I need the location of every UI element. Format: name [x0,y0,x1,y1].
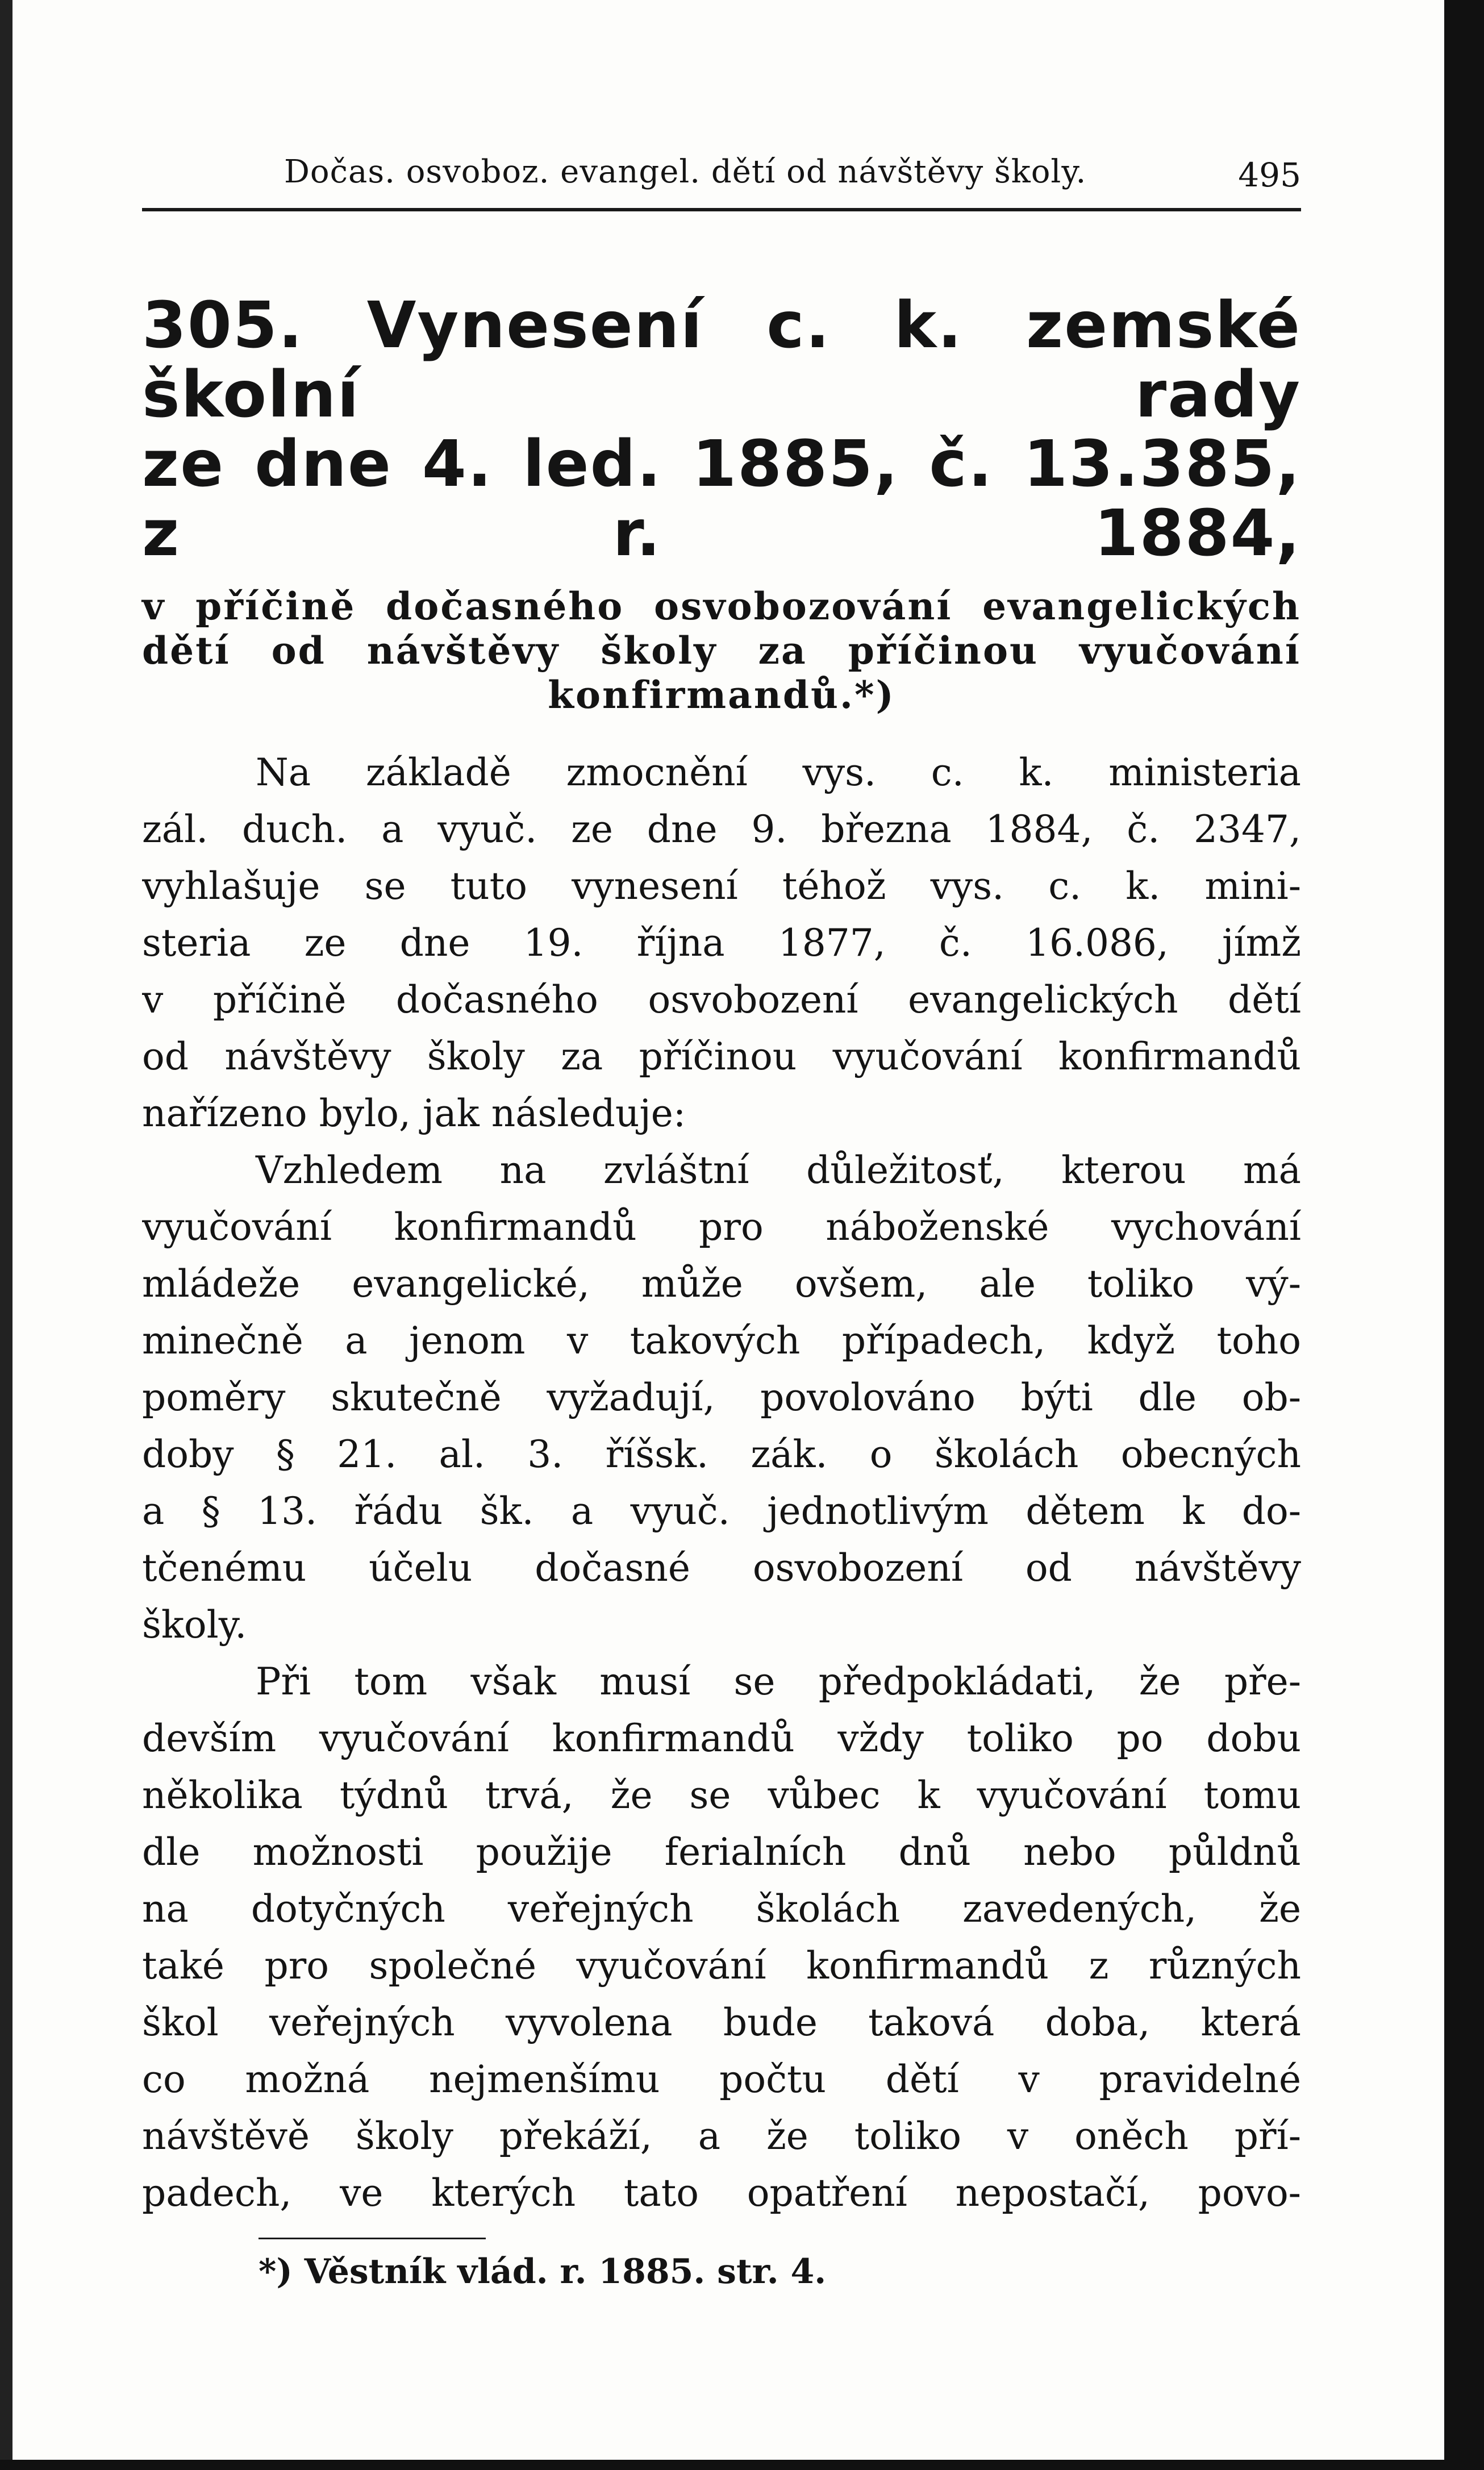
text-line: návštěvě školy překáží, a že toliko v oněch pří- [142,2114,1301,2158]
title-line: 305. Vynesení c. k. zemské školní rady [142,289,1301,432]
text-line: minečně a jenom v takových případech, když toho [142,1319,1301,1363]
text-line: devším vyučování konfirmandů vždy toliko po dobu [142,1717,1301,1760]
page-number: 495 [1238,156,1301,194]
text-line: školy. [142,1603,247,1647]
running-title: Dočas. osvoboz. evangel. dětí od návštěvy školy. [284,153,1087,190]
title-line: ze dne 4. led. 1885, č. 13.385, z r. 1884, [142,427,1301,570]
text-line: v příčině dočasného osvobození evangelických dětí [142,978,1301,1022]
document-title [142,291,1301,568]
text-line: doby § 21. al. 3. říšsk. zák. o školách obecných [142,1432,1301,1476]
body-text [142,744,1301,2222]
document-subtitle [142,584,1301,717]
scan-edge-bottom [0,2460,1484,2470]
text-line: na dotyčných veřejných školách zavedených, že [142,1887,1301,1931]
subtitle-line: dětí od návštěvy školy za příčinou vyučování [142,628,1301,673]
text-line: od návštěvy školy za příčinou vyučování konfirmandů [142,1035,1301,1078]
text-line: Na základě zmocnění vys. c. k. ministeria [256,751,1301,794]
text-line: poměry skutečně vyžadují, povolováno býti dle ob- [142,1376,1301,1419]
text-line: tčenému účelu dočasné osvobození od návštěvy [142,1546,1301,1590]
footnote: *) Věstník vlád. r. 1885. str. 4. [259,2252,827,2292]
page-content [142,142,1301,2292]
text-line: škol veřejných vyvolena bude taková doba, která [142,2001,1301,2044]
text-line: co možná nejmenšímu počtu dětí v pravidelné [142,2057,1301,2101]
text-line: vyučování konfirmandů pro náboženské vychování [142,1205,1301,1249]
text-line: dle možnosti použije ferialních dnů nebo půldnů [142,1830,1301,1874]
subtitle-line: konfirmandů.*) [548,673,895,717]
subtitle-line: v příčině dočasného osvobozování evangelických [142,584,1301,628]
text-line: také pro společné vyučování konfirmandů z různých [142,1944,1301,1988]
text-line: steria ze dne 19. října 1877, č. 16.086, jímž [142,921,1301,965]
scan-edge-right [1444,0,1484,2470]
footnote-rule [259,2238,486,2239]
text-line: a § 13. řádu šk. a vyuč. jednotlivým dětem k do- [142,1489,1301,1533]
text-line: nařízeno bylo, jak následuje: [142,1092,686,1135]
text-line: Při tom však musí se předpokládati, že pře- [256,1660,1301,1703]
text-line: zál. duch. a vyuč. ze dne 9. března 1884, č. 2347, [142,807,1301,851]
text-line: mládeže evangelické, může ovšem, ale toliko vý- [142,1262,1301,1306]
text-line: vyhlašuje se tuto vynesení téhož vys. c. k. mini- [142,864,1301,908]
scan-edge-left [0,0,12,2470]
header-rule [142,208,1301,211]
running-header [142,142,1301,193]
text-line: padech, ve kterých tato opatření nepostačí, povo- [142,2171,1301,2215]
text-line: Vzhledem na zvláštní důležitosť, kterou má [256,1148,1301,1192]
text-line: několika týdnů trvá, že se vůbec k vyučování tomu [142,1773,1301,1817]
